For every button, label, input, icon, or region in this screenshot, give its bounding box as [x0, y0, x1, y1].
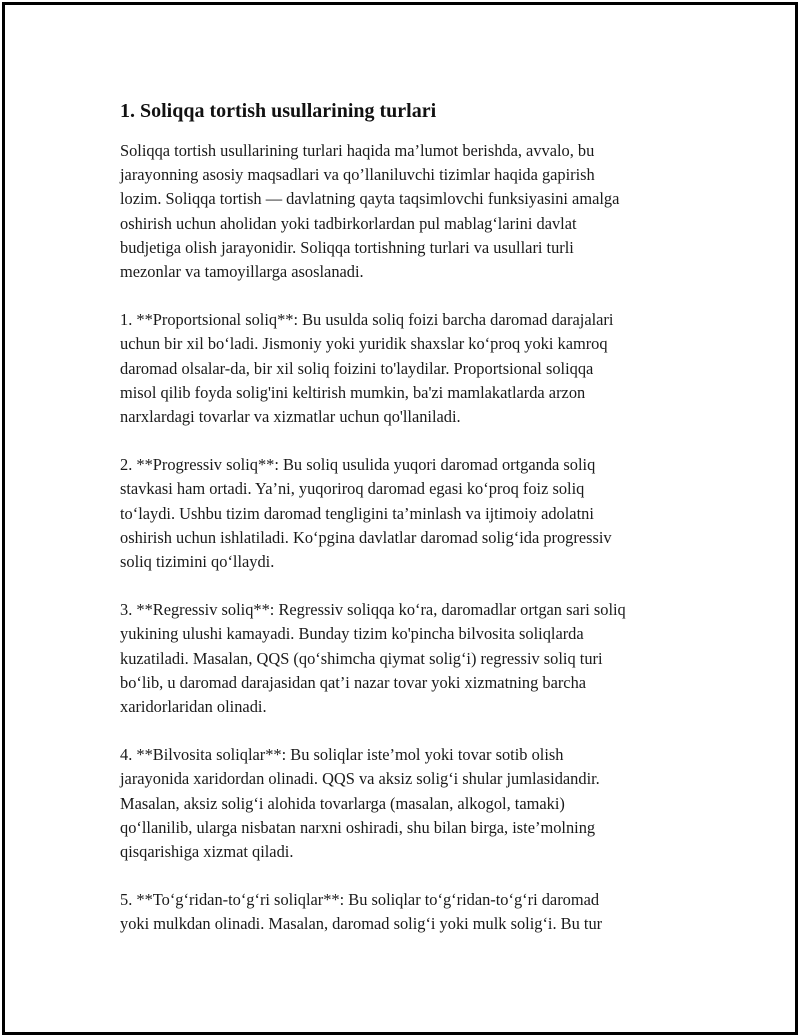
- paragraph-indirect-taxes: 4. **Bilvosita soliqlar**: Bu soliqlar iste’mol yoki tovar sotib olish jarayonida xaridordan olinadi. QQS va aksiz solig‘i shular jumlasidandir. Masalan, aksiz solig‘i alohida tovarlarga (masalan, alkogol, tamaki) qo‘llanilib, ularga nisbatan narxni oshiradi, shu bilan birga, iste’molning qisqarishiga xizmat qiladi.: [120, 745, 600, 862]
- intro-paragraph: Soliqqa tortish usullarining turlari haqida ma’lumot berishda, avvalo, bu jarayonning asosiy maqsadlari va qo’llaniluvchi tizimlar haqida gapirish lozim. Soliqqa tortish — davlatning qayta taqsimlovchi funksiyasini amalga oshirish uchun aholidan yoki tadbirkorlardan pul mablag‘larini davlat budjetiga olish jarayonidir. Soliqqa tortishning turlari va usullari turli mezonlar va tamoyillarga asoslanadi.: [120, 141, 620, 282]
- paragraph-proportional-tax: 1. **Proportsional soliq**: Bu usulda soliq foizi barcha daromad darajalari uchun bir xil bo‘ladi. Jismoniy yoki yuridik shaxslar ko‘proq yoki kamroq daromad olsalar-da, bir xil soliq foizini to'laydilar. Proportsional soliqqa misol qilib foyda solig'ini keltirish mumkin, ba'zi mamlakatlarda arzon narxlardagi tovarlar va xizmatlar uchun qo'llaniladi.: [120, 310, 614, 427]
- paragraph-direct-taxes: 5. **To‘g‘ridan-to‘g‘ri soliqlar**: Bu soliqlar to‘g‘ridan-to‘g‘ri daromad yoki mulkdan olinadi. Masalan, daromad solig‘i yoki mulk solig‘i. Bu tur: [120, 890, 603, 934]
- paragraph-progressive-tax: 2. **Progressiv soliq**: Bu soliq usulida yuqori daromad ortganda soliq stavkasi ham ortadi. Ya’ni, yuqoriroq daromad egasi ko‘proq foiz soliq to‘laydi. Ushbu tizim daromad tengligini ta’minlash va ijtimoiy adolatni oshirish uchun ishlatiladi. Ko‘pgina davlatlar daromad solig‘ida progressiv soliq tizimini qo‘llaydi.: [120, 455, 612, 572]
- paragraph-regressive-tax: 3. **Regressiv soliq**: Regressiv soliqqa ko‘ra, daromadlar ortgan sari soliq yukining ulushi kamayadi. Bunday tizim ko'pincha bilvosita soliqlarda kuzatiladi. Masalan, QQS (qo‘shimcha qiymat solig‘i) regressiv soliq turi bo‘lib, u daromad darajasidan qat’i nazar tovar yoki xizmatning barcha xaridorlaridan olinadi.: [120, 600, 626, 717]
- document-title: 1. Soliqqa tortish usullarining turlari: [120, 100, 437, 122]
- document-page: [2, 2, 798, 1035]
- document-body: [120, 97, 700, 961]
